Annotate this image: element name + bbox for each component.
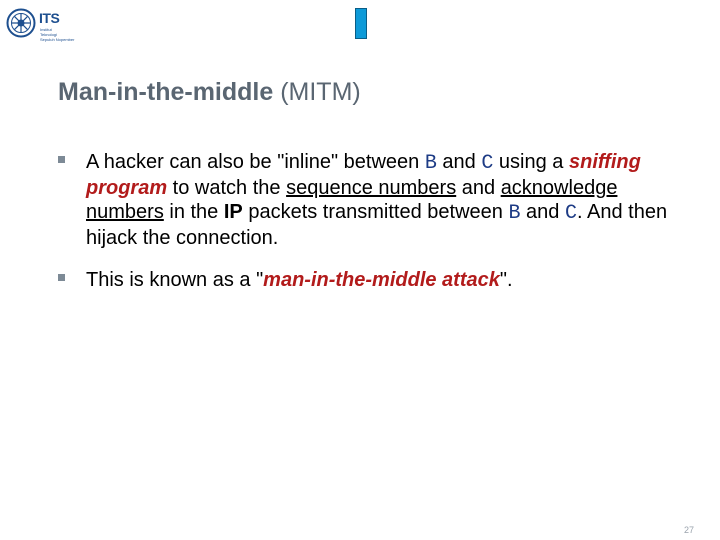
text-run: using a [493, 151, 569, 173]
logo-line: Sepuluh Nopember [40, 37, 75, 42]
bullet-list [58, 150, 678, 310]
title-rest: (MITM) [273, 78, 361, 106]
text-run: ". [499, 269, 513, 291]
emphasis-term: man-in-the-middle attack [263, 269, 500, 291]
square-bullet-icon [58, 274, 65, 281]
text-run: packets transmitted between [242, 201, 509, 223]
its-seal-icon [6, 8, 36, 38]
its-logo [6, 8, 102, 48]
square-bullet-icon [58, 156, 65, 163]
underlined-term: acknowledge numbers [86, 177, 618, 223]
text-run: in the [163, 201, 224, 223]
text-run: A hacker can also be "inline" between [86, 151, 425, 173]
logo-acronym: ITS [39, 10, 60, 26]
page-number: 27 [683, 525, 694, 535]
host-b: B [424, 152, 437, 175]
slide-title [58, 78, 361, 107]
host-c: C [564, 202, 577, 225]
host-b: B [508, 202, 521, 225]
text-run: and [456, 177, 501, 199]
text-run: . And then hijack the connection. [86, 201, 668, 249]
logo-line: Teknologi [40, 32, 57, 37]
underlined-term: sequence numbers [286, 177, 457, 199]
text-run: This is known as a " [86, 269, 264, 291]
logo-line: Institut [40, 27, 52, 32]
accent-bar [355, 8, 367, 39]
text-run: and [436, 151, 482, 173]
host-c: C [481, 152, 494, 175]
bullet-item [58, 150, 678, 250]
text-run: and [520, 201, 565, 223]
text-run: to watch the [167, 177, 287, 199]
emphasis-term: sniffing program [86, 151, 641, 199]
bold-term: IP [223, 201, 243, 223]
bullet-item [58, 268, 678, 292]
title-bold: Man-in-the-middle [58, 78, 274, 106]
